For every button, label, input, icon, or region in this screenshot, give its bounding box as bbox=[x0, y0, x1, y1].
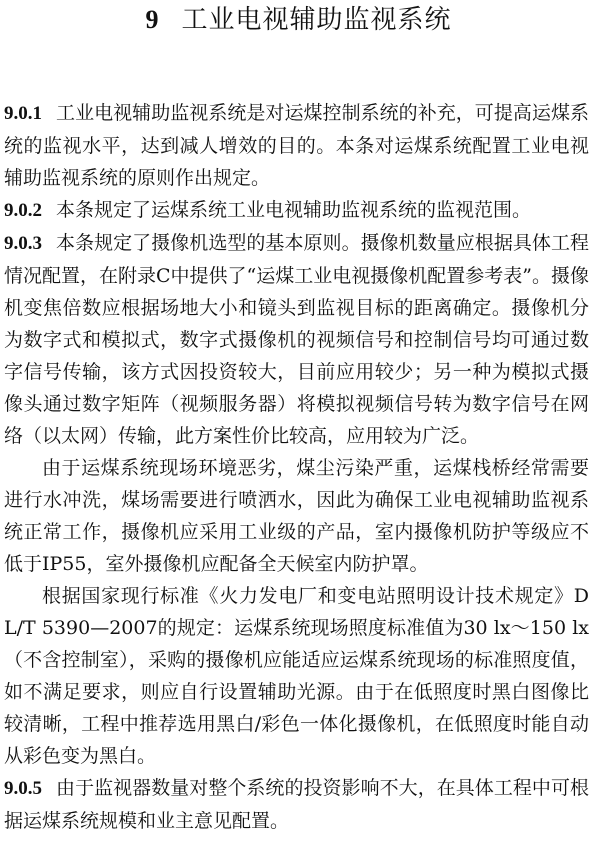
clause-text: 本条规定了摄像机选型的基本原则。摄像机数量应根据具体工程情况配置，在附录C中提供了“运煤工业电视摄像机配置参考表”。摄像机变焦倍数应根据场地大小和镜头到监视目标的距离确定。摄像机分为数字式和模拟式，数字式摄像机的视频信号和控制信号均可通过数字信号传输，该方式因投资较大，目前应用较少；另一种为模拟式摄像头通过数字矩阵（视频服务器）将模拟视频信号转为数字信号在网络（以太网）传输，此方案性价比较高，应用较为广泛。 bbox=[4, 232, 589, 447]
clause-number: 9.0.2 bbox=[4, 200, 42, 221]
chapter-title-text: 工业电视辅助监视系统 bbox=[181, 5, 452, 35]
clause-number: 9.0.1 bbox=[4, 103, 42, 124]
clause-number: 9.0.5 bbox=[4, 778, 42, 799]
chapter-heading bbox=[0, 0, 597, 40]
clause-9-0-5 bbox=[4, 772, 589, 837]
clause-text: 工业电视辅助监视系统是对运煤控制系统的补充，可提高运煤系统的监视水平，达到减人增效的目的。本条对运煤系统配置工业电视辅助监视系统的原则作出规定。 bbox=[4, 102, 589, 189]
chapter-number: 9 bbox=[145, 5, 160, 34]
clause-9-0-3-paragraph: 根据国家现行标准《火力发电厂和变电站照明设计技术规定》DL/T 5390—2007的规定：运煤系统现场照度标准值为30 lx～150 lx（不含控制室），采购的摄像机应能适应运煤系统现场的标准照度值，如不满足要求，则应自行设置辅助光源。由于在低照度时黑白图像比较清晰，工程中推荐选用黑白/彩色一体化摄像机，在低照度时能自动从彩色变为黑白。 bbox=[4, 585, 589, 767]
clause-9-0-2 bbox=[4, 194, 589, 227]
document-body bbox=[4, 97, 589, 837]
clause-9-0-1 bbox=[4, 97, 589, 194]
clause-9-0-3 bbox=[4, 227, 589, 452]
clause-text: 本条规定了运煤系统工业电视辅助监视系统的监视范围。 bbox=[56, 199, 532, 221]
clause-9-0-3-paragraph: 由于运煤系统现场环境恶劣，煤尘污染严重，运煤栈桥经常需要进行水冲洗，煤场需要进行喷洒水，因此为确保工业电视辅助监视系统正常工作，摄像机应采用工业级的产品，室内摄像机防护等级应不低于IP55，室外摄像机应配备全天候室内防护罩。 bbox=[4, 457, 589, 575]
clause-text: 由于监视器数量对整个系统的投资影响不大，在具体工程中可根据运煤系统规模和业主意见配置。 bbox=[4, 777, 589, 832]
clause-number: 9.0.3 bbox=[4, 233, 42, 254]
